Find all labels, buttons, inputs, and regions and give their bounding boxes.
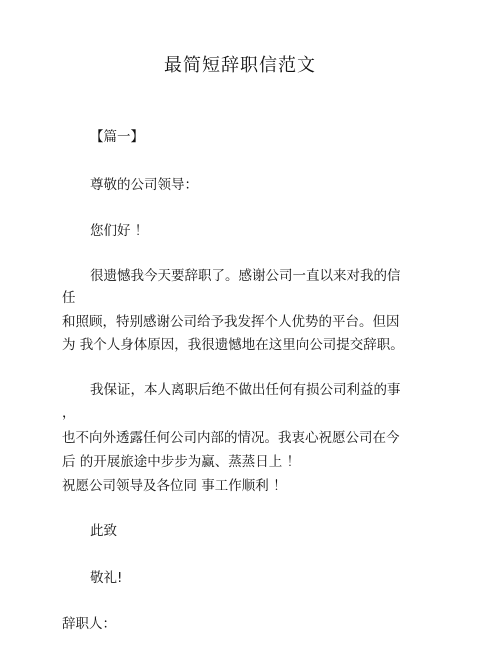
paragraph-2-line-2: ， [62,405,76,421]
paragraph-2-line-5: 祝愿公司领导及各位同 事工作顺利 ！ [62,478,287,494]
paragraph-2-line-4: 后 的开展旅途中步步为赢、蒸蒸日上 ！ [62,454,301,470]
closing-line-2: 敬礼! [90,570,123,586]
greeting: 您们好 ！ [90,223,149,239]
document-title: 最简短辞职信范文 [164,55,316,76]
paragraph-1-line-4: 为 我个人身体原因，我很遗憾地在这里向公司提交辞职。 [62,337,404,353]
paragraph-1-line-3: 和照顾，特别感谢公司给予我发挥个人优势的平台。但因 [62,314,400,330]
paragraph-2-line-1: 我保证，本人离职后绝不做出任何有损公司利益的事 [90,382,401,398]
section-label: 【篇一】 [90,129,144,145]
signer-label: 辞职人： [62,616,116,632]
closing-line-1: 此致 [90,523,117,539]
paragraph-2-line-3: 也不向外透露任何公司内部的情况。我衷心祝愿公司在今 [62,430,400,446]
salutation: 尊敬的公司领导： [90,177,198,193]
paragraph-1-line-1: 很遗憾我今天要辞职了。感谢公司一直以来对我的信 [90,268,401,284]
paragraph-1-line-2: 任 [62,290,76,306]
